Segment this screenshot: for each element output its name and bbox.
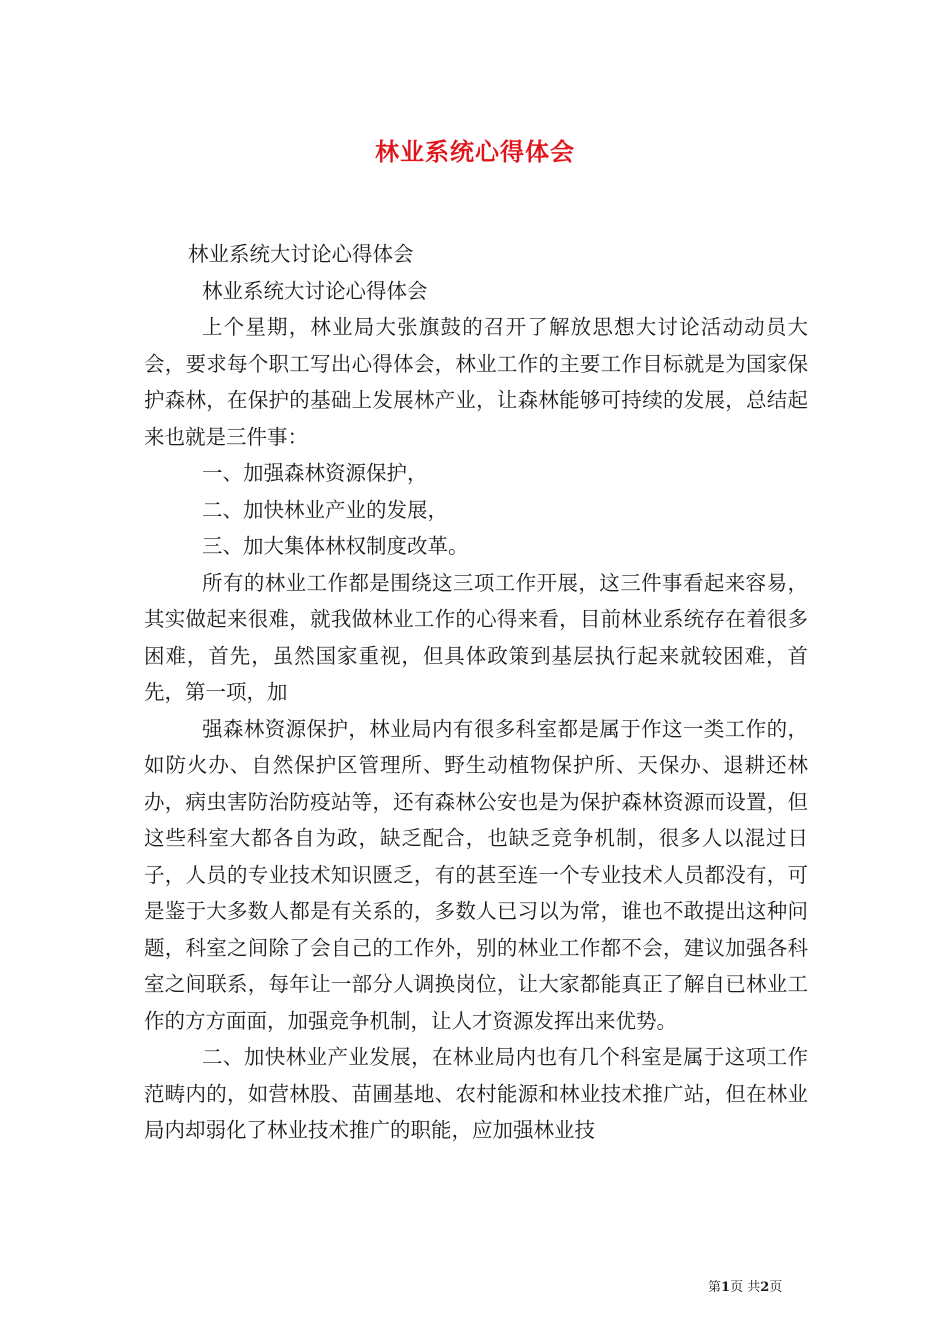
subheading-1: 林业系统大讨论心得体会 [188,242,414,266]
footer-label-of: 页 共 [730,1280,761,1295]
footer-label-page: 第 [708,1280,722,1295]
list-item-3: 三、加大集体林权制度改革。 [202,534,469,558]
document-title: 林业系统心得体会 [375,137,575,166]
footer-total-pages: 2 [760,1280,770,1295]
paragraph-intro: 上个星期，林业局大张旗鼓的召开了解放思想大讨论活动动员大会，要求每个职工写出心得体会，林业工作的主要工作目标就是为国家保护森林，在保护的基础上发展林产业，让森林能够可持续的发展，总结起来也就是三件事： [144,315,808,449]
list-item-2: 二、加快林业产业的发展， [202,497,448,522]
list-item-1: 一、加强森林资源保护， [202,461,428,485]
footer-label-end: 页 [769,1280,783,1295]
subheading-2: 林业系统大讨论心得体会 [202,278,428,303]
paragraph-difficulties: 所有的林业工作都是围绕这三项工作开展，这三件事看起来容易，其实做起来很难，就我做林业工作的心得来看，目前林业系统存在着很多困难，首先，虽然国家重视，但具体政策到基层执行起来就较困难，首先，第一项，加 [144,570,808,704]
document-body [144,236,808,1149]
paragraph-industry-development: 二、加快林业产业发展，在林业局内也有几个科室是属于这项工作范畴内的，如营林股、苗圃基地、农村能源和林业技术推广站，但在林业局内却弱化了林业技术推广的职能，应加强林业技 [144,1045,808,1142]
footer-current-page: 1 [721,1280,731,1295]
page-footer [708,1276,782,1295]
paragraph-resource-protection: 强森林资源保护，林业局内有很多科室都是属于作这一类工作的，如防火办、自然保护区管理所、野生动植物保护所、天保办、退耕还林办，病虫害防治防疫站等，还有森林公安也是为保护森林资源而设置，但这些科室大都各自为政，缺乏配合，也缺乏竞争机制，很多人以混过日子，人员的专业技术知识匮乏，有的甚至连一个专业技术人员都没有，可是鉴于大多数人都是有关系的，多数人已习以为常，谁也不敢提出这种问题，科室之间除了会自己的工作外，别的林业工作都不会，建议加强各科室之间联系，每年让一部分人调换岗位，让大家都能真正了解自已林业工作的方方面面，加强竞争机制，让人才资源发挥出来优势。 [144,716,808,1033]
